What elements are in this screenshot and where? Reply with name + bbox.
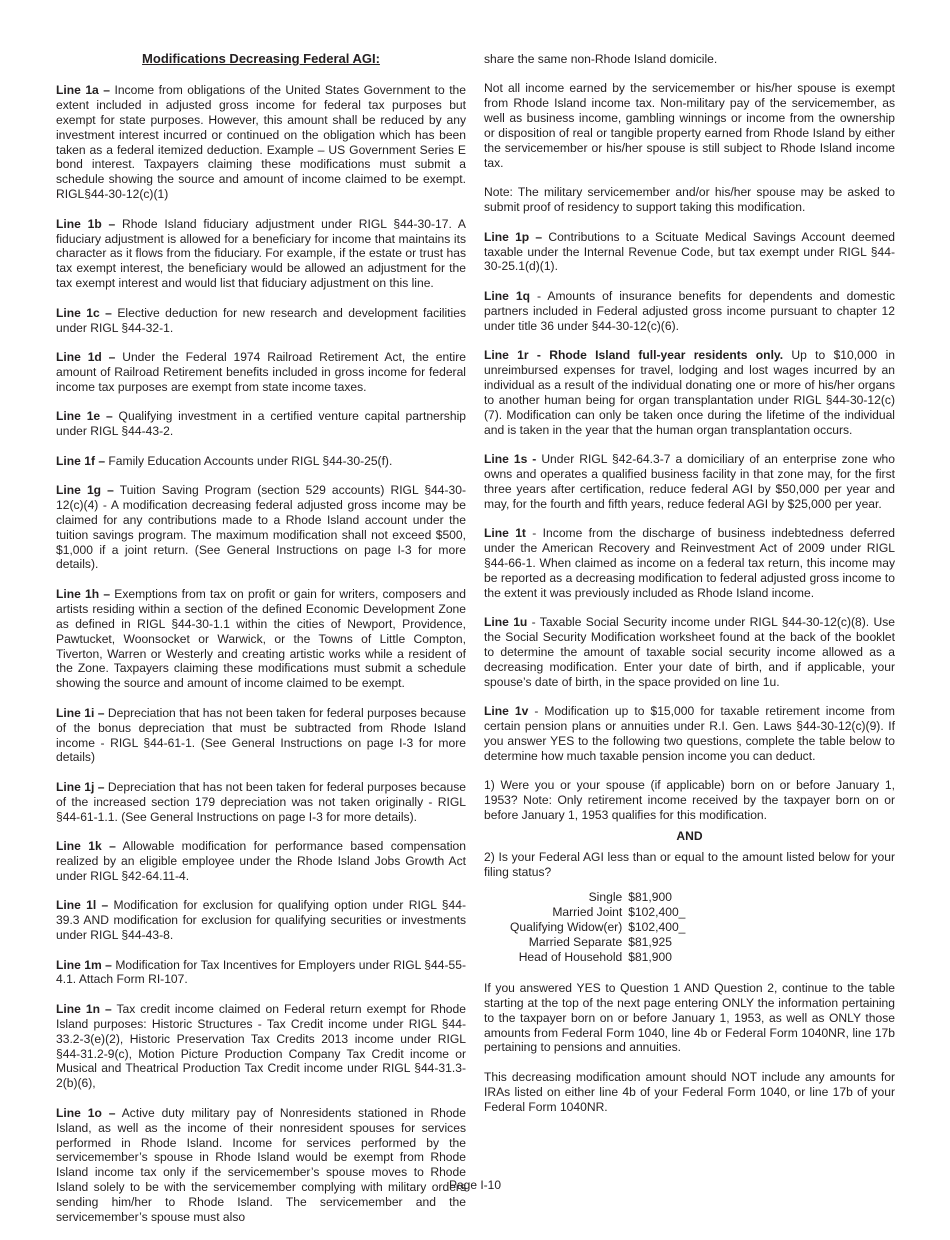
line-emphasis: - Rhode Island full-year residents only. [528, 348, 784, 363]
line-label: Line 1t [484, 526, 526, 541]
line-label: Line 1q [484, 288, 530, 303]
line-text: - Income from the discharge of business indebtedness deferred under the American Recovery and Reinvestment Act of 2009 under RIGL §44-66-1. When claimed as income on a federal tax return, this income may be reported as a decreasing modification to federal adjusted gross income to the extent it was previously included as Rhode Island income. [484, 526, 895, 600]
filing-status-row [510, 890, 689, 905]
line-item [484, 289, 895, 334]
line-item [56, 1002, 466, 1091]
filing-status-amount: $81,900 [628, 949, 672, 964]
paragraph: Not all income earned by the servicemember or his/her spouse is exempt from Rhode Island income tax. Non-military pay of the servicemember, as well as business income, gambling winnings or income from the ownership or disposition of real or tangible property earned from Rhode Island by either the servicemember or his/her spouse is still subject to Rhode Island income tax. [484, 81, 895, 170]
line-text: Up to $10,000 in unreimbursed expenses for travel, lodging and lost wages incurred by an individual as a result of the individual donating one or more of his/her organs to another human being for organ transplantation under RIGL §44-30-12(c)(7). Modification can only be taken once during the lifetime of the individual and is taken in the year that the human organ transplantation occurs. [484, 348, 895, 437]
right-items-list [484, 230, 895, 764]
line-text: Rhode Island fiduciary adjustment under RIGL §44-30-17. A fiduciary adjustment is allowed for a beneficiary for income that maintains its character as it flows from the fiduciary. For example, if the estate or trust has tax exempt interest, the beneficiary would be allowed an adjustment for the tax exempt interest and would list that fiduciary adjustment on this line. [56, 216, 466, 291]
line-item [56, 1106, 466, 1225]
line-label: Line 1i – [56, 705, 105, 720]
left-items-list [56, 83, 466, 1225]
line-text: Family Education Accounts under RIGL §44-30-25(f). [105, 453, 393, 468]
line-text: Tuition Saving Program (section 529 accounts) RIGL §44-30-12(c)(4) - A modification decreasing federal adjusted gross income may be claimed for any contributions made to a Rhode Island account under the tuition savings program. The maximum modification shall not exceed $500, $1,000 if a joint return. (See General Instructions on page I-3 for more details). [56, 482, 467, 572]
line-label: Line 1v [484, 704, 529, 719]
section-heading: Modifications Decreasing Federal AGI: [142, 51, 380, 66]
line-label: Line 1d – [56, 350, 116, 364]
line-item [484, 615, 895, 690]
line-item [484, 704, 895, 764]
line-item [56, 454, 466, 469]
filing-status-row [510, 935, 689, 950]
line-label: Line 1n – [56, 1001, 112, 1016]
line-text: Allowable modification for performance based compensation realized by an eligible employee under the Rhode Island Jobs Growth Act under RIGL §42-64.11-4. [56, 839, 466, 883]
line-item [56, 83, 466, 202]
line-item [56, 706, 466, 766]
line-text: Qualifying investment in a certified venture capital partnership under RIGL §44-43-2. [56, 409, 466, 439]
line-item [484, 230, 895, 275]
line-item [56, 306, 466, 336]
right-column [484, 52, 895, 1129]
paragraph: This decreasing modification amount should NOT include any amounts for IRAs listed on either line 4b of your Federal Form 1040, or line 17b of your Federal Form 1040NR. [484, 1069, 895, 1114]
paragraph: If you answered YES to Question 1 AND Question 2, continue to the table starting at the top of the next page entering ONLY the information pertaining to the taxpayer born on or before January 1, 1953, as well as ONLY those amounts from Federal Form 1040, line 4b or Federal Form 1040NR, line 17b pertaining to pensions and annuities. [484, 980, 895, 1055]
line-label: Line 1k – [56, 839, 116, 854]
line-item [484, 348, 895, 437]
line-label: Line 1b – [56, 216, 116, 231]
filing-status-row [510, 950, 689, 965]
line-label: Line 1o – [56, 1105, 116, 1120]
filing-status-amount: $102,400_ [628, 919, 686, 934]
line-text: Depreciation that has not been taken for federal purposes because of the increased section 179 depreciation was not taken originally - RIGL §44-61-1.1. (See General Instructions on page I-3 for more details). [56, 779, 466, 824]
line-label: Line 1c – [56, 305, 112, 320]
paragraph: share the same non-Rhode Island domicile. [484, 52, 718, 66]
filing-status-amount: $81,900 [628, 889, 672, 904]
line-label: Line 1r [484, 348, 529, 363]
line-label: Line 1s - [484, 452, 537, 467]
filing-status-table [510, 890, 689, 965]
line-item [56, 409, 466, 439]
line-item [56, 587, 466, 691]
line-text: - Modification up to $15,000 for taxable retirement income from certain pension plans or annuities under R.I. Gen. Laws §44-30-12(c)(9). If you answer YES to the following two questions, complete the table below to determine how much taxable pension income you can deduct. [484, 704, 895, 763]
question-2: 2) Is your Federal AGI less than or equal to the amount listed below for your filing status? [484, 849, 895, 879]
line-text: Modification for Tax Incentives for Employers under RIGL §44-55-4.1. Attach Form RI-107. [56, 957, 466, 987]
continued-text [484, 52, 895, 215]
line-text: Active duty military pay of Nonresidents stationed in Rhode Island, as well as the income of their nonresident spouses for services performed in Rhode Island. Income for services performed by the servicemember’s spouse in Rhode Island would be exempt from Rhode Island income tax only if the servicemember’s spouse moves to Rhode Island solely to be with the servicemember complying with military orders sending him/her to Rhode Island. The servicemember and the servicemember’s spouse must also [56, 1105, 466, 1225]
left-column [56, 52, 466, 1240]
line-label: Line 1g – [56, 482, 114, 497]
filing-status-label: Qualifying Widow(er) [510, 919, 623, 934]
filing-status-row [510, 920, 689, 935]
paragraph: Note: The military servicemember and/or his/her spouse may be asked to submit proof of residency to support taking this modification. [484, 185, 895, 215]
line-text: Modification for exclusion for qualifying option under RIGL §44-39.3 AND modification for exclusion for qualifying securities or investments under RIGL §44-43-8. [56, 898, 466, 943]
filing-status-row [510, 905, 689, 920]
line-label: Line 1f – [56, 453, 106, 468]
line-item [56, 958, 466, 988]
line-item [484, 526, 895, 601]
line-text: Tax credit income claimed on Federal return exempt for Rhode Island purposes: Historic Structures - Tax Credit income under RIGL §44-33.2-3(e)(2), Historic Preservation Tax Credits 2013 income under RIGL §44-31.2-9(c), Motion Picture Production Company Tax Credit income or Musical and Theatrical Production Tax Credit income under RIGL §44-31.3-2(b)(6), [56, 1001, 466, 1091]
filing-status-label: Married Joint [552, 904, 623, 919]
filing-status-label: Head of Household [518, 949, 623, 964]
line-label: Line 1l – [56, 898, 109, 913]
line-text: - Amounts of insurance benefits for dependents and domestic partners included in Federal adjusted gross income pursuant to chapter 12 under title 36 under §44-30-12(c)(6). [484, 288, 895, 333]
line-text: Exemptions from tax on profit or gain for writers, composers and artists residing within a section of the defined Economic Development Zone as defined in RIGL §44-30-1.1 within the cities of Newport, Providence, Pawtucket, Woonsocket or Warwick, or the Towns of Little Compton, Tiverton, Warren or Westerly and creating artistic works while a resident of the Zone. Taxpayers claiming these modifications must submit a schedule showing the source and amount of income claimed to be exempt. [56, 586, 467, 691]
filing-status-amount: $81,925 [628, 934, 672, 949]
line-item [56, 483, 466, 572]
line-label: Line 1p – [484, 229, 543, 244]
line-item [56, 350, 466, 395]
question-1: 1) Were you or your spouse (if applicable) born on or before January 1, 1953? Note: Only retirement income received by the taxpayer born on or before January 1, 1953 qualifies for this modification. [484, 778, 895, 823]
line-item [56, 780, 466, 825]
line-text: Under RIGL §42-64.3-7 a domiciliary of an enterprise zone who owns and operates a qualified business facility in that zone may, for the first three years after certification, reduce federal AGI by $50,000 per year and may, for the fourth and fifth years, reduce federal AGI by $25,000 per year. [484, 452, 896, 511]
line-label: Line 1u [484, 615, 528, 630]
line-item [56, 839, 466, 884]
line-text: Under the Federal 1974 Railroad Retirement Act, the entire amount of Railroad Retirement benefits included in gross income for federal income tax purposes are exempt from state income taxes. [56, 350, 466, 394]
filing-status-label: Married Separate [528, 934, 623, 949]
line-text: Income from obligations of the United States Government to the extent included in adjusted gross income for federal tax purposes but exempt for state purposes. However, this amount shall be reduced by any investment interest incurred or continued on the obligation which has been taken as a federal itemized deduction. Example – US Government Series E bond interest. Taxpayers claiming these modifications must submit a schedule showing the source and amount of income claimed to be exempt. RIGL§44-30-12(c)(1) [56, 82, 467, 202]
line-text: Depreciation that has not been taken for federal purposes because of the bonus depreciation that must be subtracted from Rhode Island income - RIGL §44-61-1. (See General Instructions on page I-3 for more details) [56, 705, 466, 765]
line-label: Line 1e – [56, 409, 113, 424]
line-item [484, 452, 895, 512]
filing-status-amount: $102,400_ [628, 904, 686, 919]
line-text: - Taxable Social Security income under RIGL §44-30-12(c)(8). Use the Social Security Modification worksheet found at the back of the booklet to determine the amount of taxable social security income allowed as a decreasing modification. Enter your date of birth, and if applicable, your spouse’s date of birth, in the space provided on line 1u. [484, 615, 895, 689]
page-number: Page I-10 [448, 1178, 502, 1192]
line-item [56, 898, 466, 943]
line-label: Line 1h – [56, 586, 111, 601]
line-text: Elective deduction for new research and development facilities under RIGL §44-32-1. [56, 305, 467, 335]
line-label: Line 1m – [56, 957, 112, 972]
line-item [56, 217, 466, 292]
and-connector: AND [676, 829, 703, 844]
line-label: Line 1j – [56, 779, 105, 794]
closing-text [484, 981, 895, 1115]
line-label: Line 1a – [56, 82, 110, 97]
filing-status-label: Single [588, 889, 623, 904]
line-text: Contributions to a Scituate Medical Savings Account deemed taxable under the Internal Revenue Code, but tax exempt under RIGL §44-30-25.1(d)(1). [484, 229, 895, 274]
